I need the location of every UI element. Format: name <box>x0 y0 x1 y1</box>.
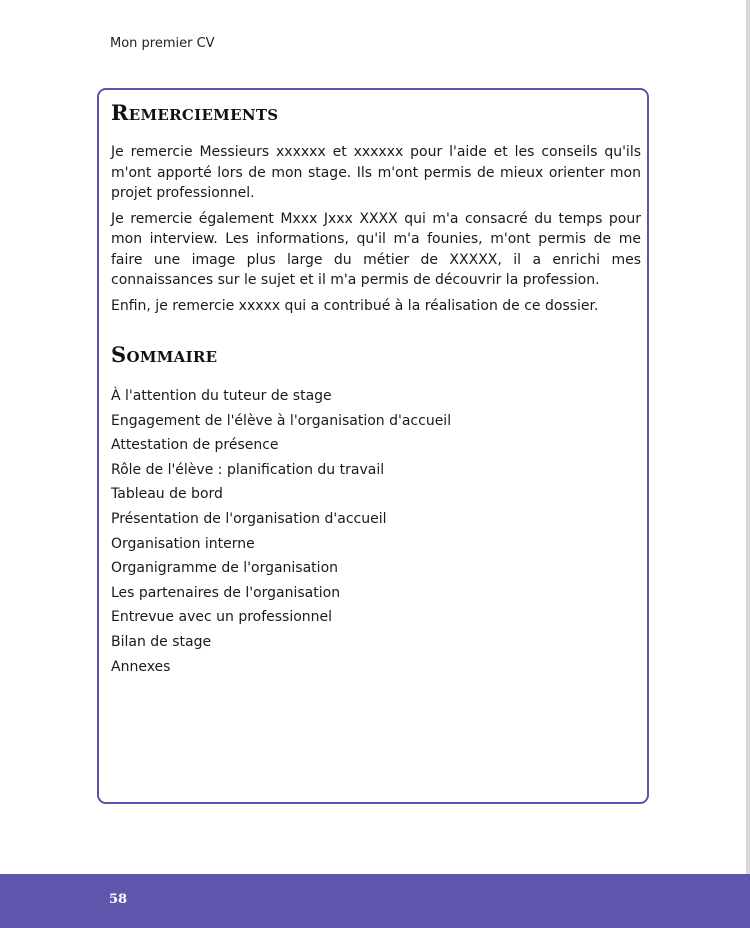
remerciements-body <box>111 142 641 321</box>
sommaire-item: Rôle de l'élève : planification du travail <box>111 461 385 478</box>
remerciements-paragraph: Je remercie Messieurs xxxxxx et xxxxxx pour l'aide et les conseils qu'ils m'ont apporté lors de mon stage. Ils m'ont permis de mieux orienter mon projet professionnel. <box>111 144 641 201</box>
sommaire-item: À l'attention du tuteur de stage <box>111 388 332 404</box>
remerciements-paragraph: Enfin, je remercie xxxxx qui a contribué à la réalisation de ce dossier. <box>111 297 599 314</box>
page-number: 58 <box>109 892 128 907</box>
sommaire-title: Sommaire <box>111 342 218 367</box>
sommaire-item: Entrevue avec un professionnel <box>111 609 333 626</box>
content-frame <box>97 88 649 804</box>
sommaire-item: Tableau de bord <box>111 486 223 503</box>
running-header: Mon premier CV <box>110 36 215 51</box>
sommaire-item: Organisation interne <box>111 535 255 552</box>
page-edge-shadow <box>746 0 750 874</box>
sommaire-item: Présentation de l'organisation d'accueil <box>111 510 387 527</box>
sommaire-item: Bilan de stage <box>111 633 212 650</box>
remerciements-title: Remerciements <box>111 100 279 125</box>
sommaire-item: Les partenaires de l'organisation <box>111 584 341 601</box>
sommaire-list <box>111 384 451 679</box>
sommaire-item: Attestation de présence <box>111 437 279 454</box>
sommaire-item: Annexes <box>111 658 171 675</box>
footer-bar <box>0 874 750 928</box>
sommaire-item: Engagement de l'élève à l'organisation d'accueil <box>111 412 452 429</box>
remerciements-paragraph: Je remercie également Mxxx Jxxx XXXX qui m'a consacré du temps pour mon interview. Les informations, qu'il m'a founies, m'ont permis de me faire une image plus large du métier de XXXXX, il a enrichi mes connaissances sur le sujet et il m'a permis de découvrir la profession. <box>111 210 641 288</box>
sommaire-item: Organigramme de l'organisation <box>111 560 339 577</box>
